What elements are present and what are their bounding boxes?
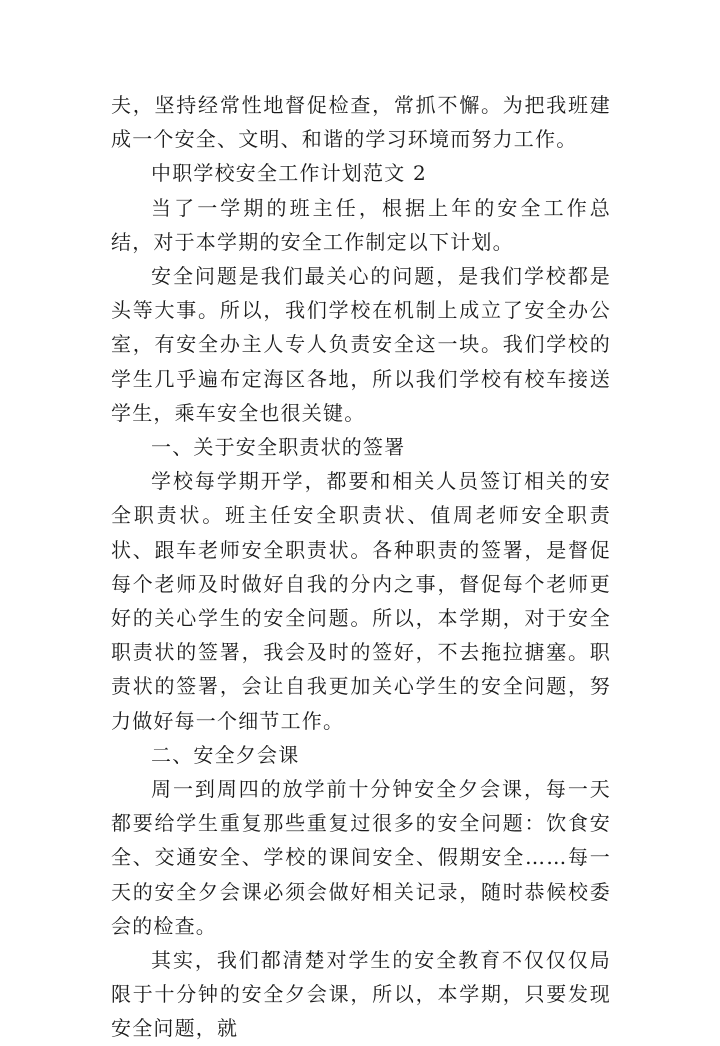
paragraph-safety-importance: 安全问题是我们最关心的问题，是我们学校都是头等大事。所以，我们学校在机制上成立了安全办公室，有安全办主人专人负责安全这一块。我们学校的学生几乎遍布定海区各地，所以我们学校有校车接送学生，乘车安全也很关键。 (111, 264, 611, 425)
document-page (111, 88, 611, 1046)
section-title: 中职学校安全工作计划范文 2 (151, 161, 427, 186)
paragraph-intro: 当了一学期的班主任，根据上年的安全工作总结，对于本学期的安全工作制定以下计划。 (111, 195, 611, 254)
heading-responsibility-contract: 一、关于安全职责状的签署 (151, 435, 406, 460)
heading-evening-class: 二、安全夕会课 (151, 742, 300, 767)
paragraph-evening-class: 周一到周四的放学前十分钟安全夕会课，每一天都要给学生重复那些重复过很多的安全问题：饮食安全、交通安全、学校的课间安全、假期安全……每一天的安全夕会课必须会做好相关记录，随时恭候校委会的检查。 (111, 777, 611, 938)
paragraph-continuation: 夫，坚持经常性地督促检查，常抓不懈。为把我班建成一个安全、文明、和谐的学习环境而努力工作。 (111, 93, 611, 152)
paragraph-safety-education: 其实，我们都清楚对学生的安全教育不仅仅仅局限于十分钟的安全夕会课，所以，本学期，只要发现安全问题，就 (111, 948, 611, 1041)
paragraph-responsibility-contract: 学校每学期开学，都要和相关人员签订相关的安全职责状。班主任安全职责状、值周老师安全职责状、跟车老师安全职责状。各种职责的签署，是督促每个老师及时做好自我的分内之事，督促每个老师更好的关心学生的安全问题。所以，本学期，对于安全职责状的签署，我会及时的签好，不去拖拉搪塞。职责状的签署，会让自我更加关心学生的安全问题，努力做好每一个细节工作。 (111, 469, 611, 733)
